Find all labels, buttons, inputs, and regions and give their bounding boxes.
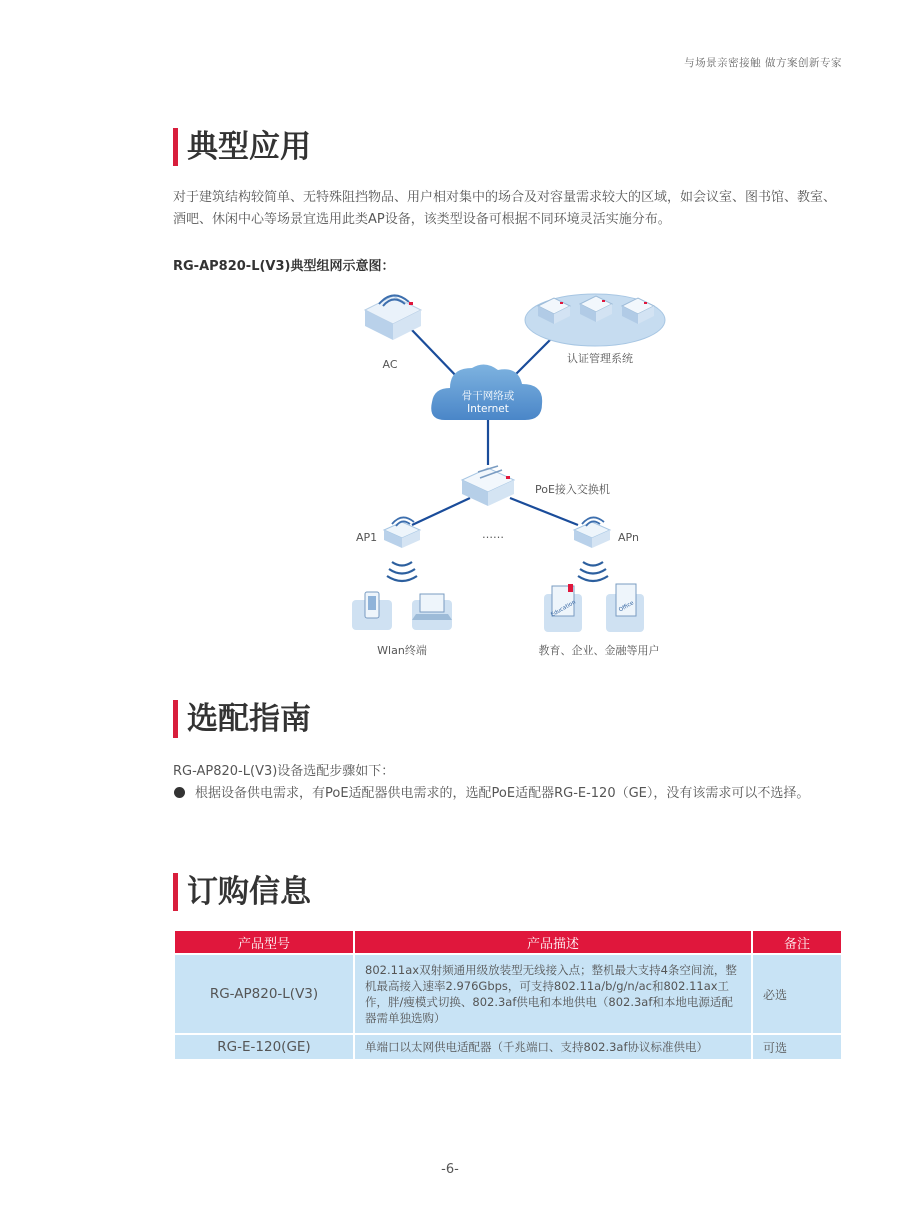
education-text: Education <box>550 599 577 619</box>
apn-label: APn <box>618 531 639 544</box>
row-desc: 802.11ax双射频通用级放装型无线接入点；整机最大支持4条空间流，整机最高接入速率2.976Gbps，可支持802.11a/b/g/n/ac和802.11ax工作，胖/瘦模式切换、802.3af供电和本地供电（802.3af和本地电源适配器需单独选购） <box>355 955 751 1033</box>
diagram-caption: RG-AP820-L(V3)典型组网示意图： <box>173 259 395 274</box>
section-title-guide: 选配指南 <box>173 700 311 738</box>
header-model: 产品型号 <box>175 931 353 953</box>
header-slogan: 与场景亲密接触 做方案创新专家 <box>684 57 842 69</box>
apn-icon <box>574 517 610 548</box>
link-switch-apn <box>510 498 578 525</box>
laptop-terminal-icon <box>412 594 452 630</box>
bullet-dot-icon <box>174 787 185 798</box>
table-row <box>175 1035 841 1059</box>
row-note: 可选 <box>753 1035 841 1059</box>
auth-server-icon <box>525 294 665 346</box>
ap1-icon <box>384 517 420 548</box>
wlan-label: Wlan终端 <box>377 644 427 657</box>
switch-label: PoE接入交换机 <box>535 483 610 496</box>
link-auth-cloud <box>515 340 550 375</box>
row-desc: 单端口以太网供电适配器（千兆端口、支持802.3af协议标准供电） <box>355 1035 751 1059</box>
users-label: 教育、企业、金融等用户 <box>538 644 660 657</box>
auth-label: 认证管理系统 <box>567 352 633 365</box>
phone-terminal-icon <box>352 592 392 630</box>
typical-paragraph: 对于建筑结构较简单、无特殊阻挡物品、用户相对集中的场合及对容量需求较大的区域，如会议室、图书馆、教室、酒吧、休闲中心等场景宜选用此类AP设备，该类型设备可根据不同环境灵活实施分布。 <box>173 190 837 227</box>
order-table <box>173 929 843 1061</box>
office-text: Office <box>618 600 635 614</box>
network-diagram <box>300 280 700 665</box>
link-switch-ap1 <box>412 498 470 525</box>
cloud-text-2: Internet <box>467 403 509 415</box>
ac-device-icon <box>365 295 421 340</box>
section-title-order: 订购信息 <box>173 873 311 911</box>
page-number: -6- <box>441 1162 459 1177</box>
office-building-icon <box>606 584 644 632</box>
row-note: 必选 <box>753 955 841 1033</box>
link-ac-cloud <box>410 328 460 380</box>
guide-intro: RG-AP820-L(V3)设备选配步骤如下： <box>173 764 395 779</box>
education-building-icon <box>544 584 582 632</box>
row-model: RG-E-120(GE) <box>175 1035 353 1059</box>
table-row <box>175 955 841 1033</box>
wifi-signal-icon <box>578 562 608 581</box>
dots-label: …… <box>482 528 504 541</box>
table-header-row <box>175 931 841 953</box>
ac-label: AC <box>382 358 398 371</box>
header-desc: 产品描述 <box>355 931 751 953</box>
poe-switch-icon <box>462 466 514 506</box>
cloud-text-1: 骨干网络或 <box>461 390 515 402</box>
wifi-signal-icon <box>387 562 417 581</box>
ap1-label: AP1 <box>356 531 378 544</box>
row-model: RG-AP820-L(V3) <box>175 955 353 1033</box>
section-title-typical: 典型应用 <box>173 128 311 166</box>
guide-bullet-text: 根据设备供电需求，有PoE适配器供电需求的，选配PoE适配器RG-E-120（GE），没有该需求可以不选择。 <box>195 786 810 801</box>
header-note: 备注 <box>753 931 841 953</box>
